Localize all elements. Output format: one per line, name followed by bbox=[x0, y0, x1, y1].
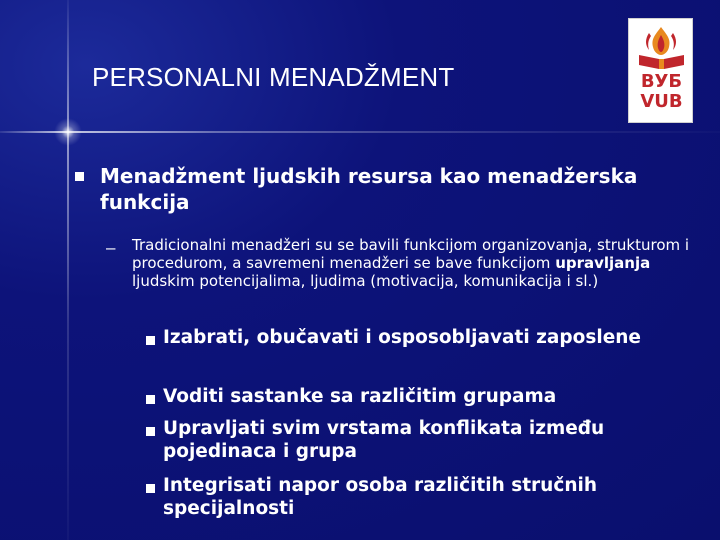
square-bullet-icon bbox=[146, 395, 155, 404]
flame-book-logo-icon bbox=[635, 25, 688, 71]
decorative-horizontal-line bbox=[0, 131, 720, 133]
level2-text-part2: ljudskim potencijalima, ljudima (motivacija, komunikacija i sl.) bbox=[132, 272, 599, 290]
square-bullet-icon bbox=[75, 172, 84, 181]
level2-text-bold: upravljanja bbox=[555, 254, 651, 272]
logo-text-cyrillic: ВУБ bbox=[640, 71, 683, 92]
level3-item-text: Integrisati napor osoba različitih stručnih specijalnosti bbox=[163, 475, 598, 519]
level2-bullet-text bbox=[132, 236, 692, 290]
square-bullet-icon bbox=[146, 484, 155, 493]
square-bullet-icon bbox=[146, 427, 155, 436]
level1-bullet-text: Menadžment ljudskih resursa kao menadžerska funkcija bbox=[100, 164, 638, 214]
level2-text-part1: Tradicionalni menadžeri su se bavili funkcijom organizovanja, strukturom i procedurom, a savremeni menadžeri se bave funkcijom bbox=[132, 236, 690, 272]
decorative-vertical-line bbox=[67, 0, 69, 540]
vub-logo bbox=[628, 18, 693, 123]
level3-item-text: Upravljati svim vrstama konflikata između pojedinaca i grupa bbox=[163, 418, 605, 462]
level3-item-text: Voditi sastanke sa različitim grupama bbox=[163, 386, 557, 407]
level3-item-text: Izabrati, obučavati i osposobljavati zaposlene bbox=[163, 327, 641, 348]
square-bullet-icon bbox=[146, 336, 155, 345]
slide-title: PERSONALNI MENADŽMENT bbox=[92, 62, 455, 92]
dash-bullet: – bbox=[106, 238, 116, 257]
decorative-glow bbox=[53, 117, 83, 147]
logo-text-latin: VUB bbox=[640, 91, 683, 112]
